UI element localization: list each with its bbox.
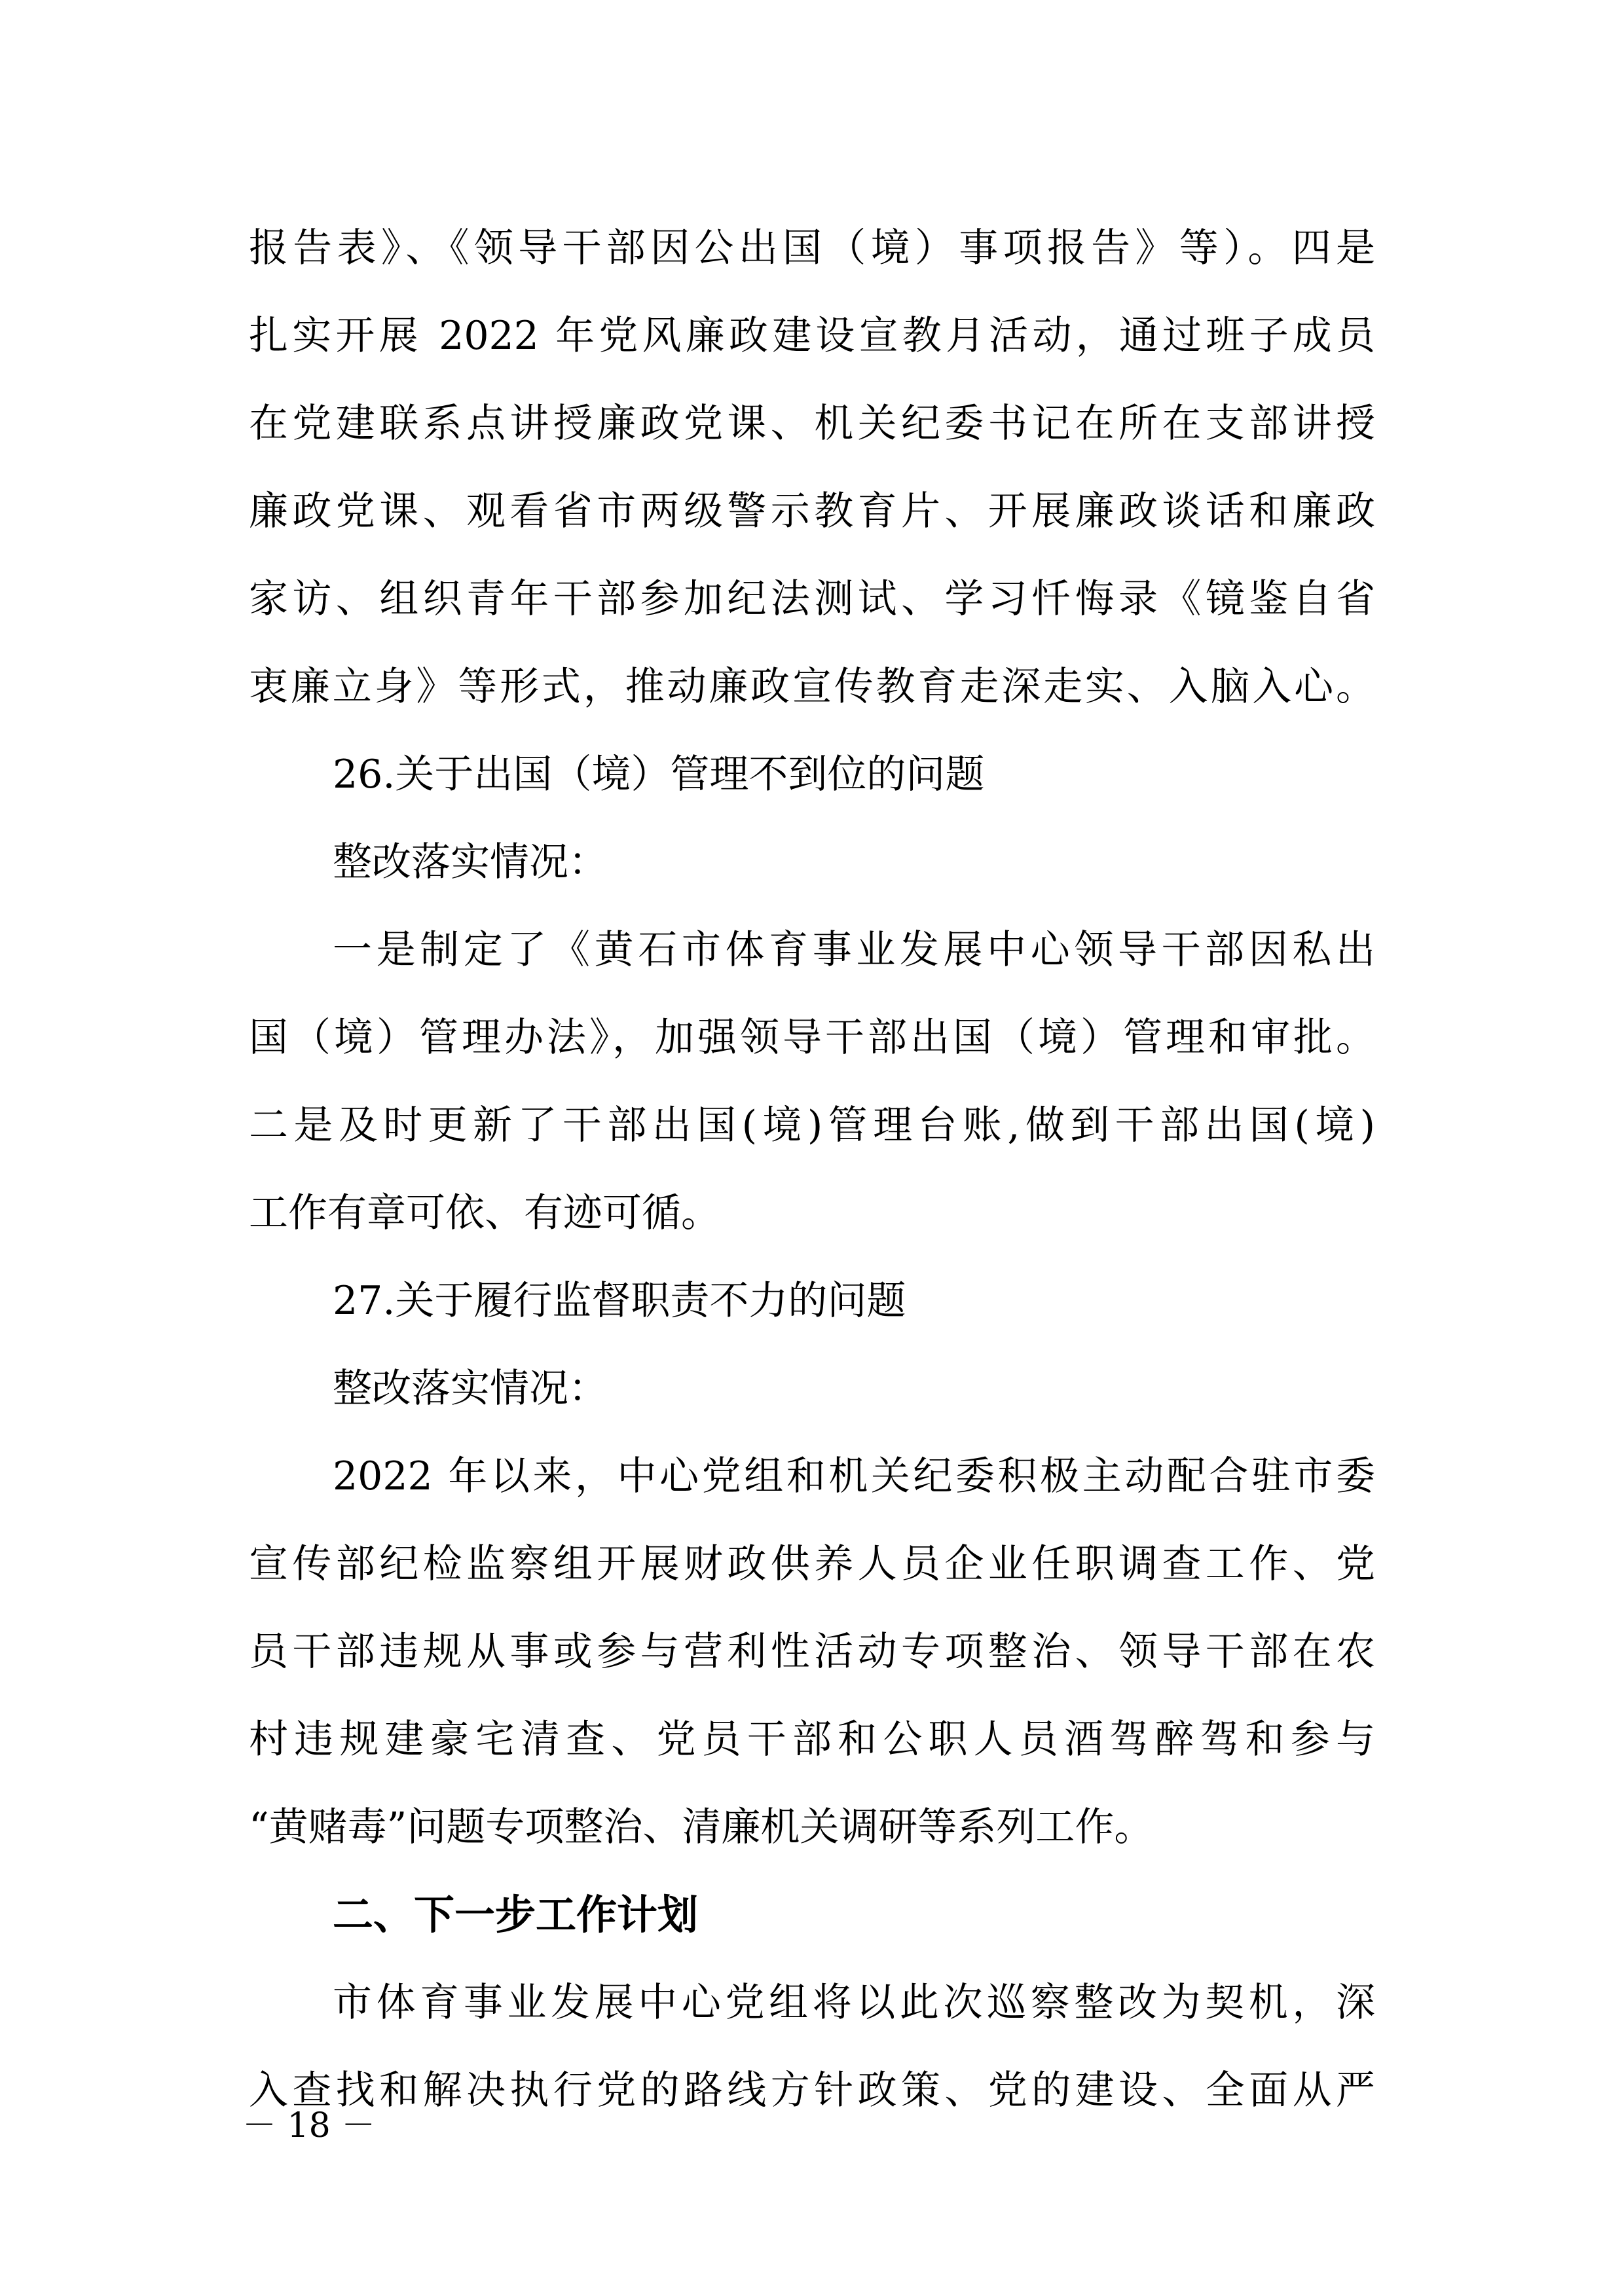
section-heading-27: 27.关于履行监督职责不力的问题 [333, 1278, 906, 1324]
body-line-9: 一是制定了《黄石市体育事业发展中心领导干部因私出 [333, 927, 1375, 973]
body-line-17: 员干部违规从事或参与营利性活动专项整治、领导干部在农 [249, 1629, 1375, 1675]
body-line-11: 二是及时更新了干部出国(境)管理台账,做到干部出国(境) [249, 1102, 1375, 1148]
rectification-label-2: 整改落实情况： [333, 1366, 608, 1412]
body-line-18: 村违规建豪宅清查、党员干部和公职人员酒驾醉驾和参与 [249, 1717, 1375, 1762]
body-line-1: 报告表》、《领导干部因公出国（境）事项报告》等）。四是 [249, 225, 1375, 271]
body-line-5: 家访、组织青年干部参加纪法测试、学习忏悔录《镜鉴自省 [249, 576, 1375, 622]
body-line-3: 在党建联系点讲授廉政党课、机关纪委书记在所在支部讲授 [249, 401, 1375, 446]
rectification-label-1: 整改落实情况： [333, 839, 608, 885]
body-line-2: 扎实开展 2022 年党风廉政建设宣教月活动，通过班子成员 [249, 313, 1375, 359]
body-line-15: 2022 年以来，中心党组和机关纪委积极主动配合驻市委 [333, 1453, 1375, 1499]
body-line-12: 工作有章可依、有迹可循。 [249, 1190, 720, 1236]
body-line-6: 衷廉立身》等形式，推动廉政宣传教育走深走实、入脑入心。 [249, 664, 1375, 710]
body-line-19: “黄赌毒”问题专项整治、清廉机关调研等系列工作。 [249, 1804, 1154, 1850]
body-line-21: 市体育事业发展中心党组将以此次巡察整改为契机，深 [333, 1980, 1375, 2026]
body-line-4: 廉政党课、观看省市两级警示教育片、开展廉政谈话和廉政 [249, 488, 1375, 534]
body-line-10: 国（境）管理办法》，加强领导干部出国（境）管理和审批。 [249, 1015, 1375, 1061]
page-number: － 18 － [242, 2106, 376, 2145]
body-line-22: 入查找和解决执行党的路线方针政策、党的建设、全面从严 [249, 2068, 1375, 2113]
section-heading-next-plan: 二、下一步工作计划 [333, 1891, 699, 1939]
section-heading-26: 26.关于出国（境）管理不到位的问题 [333, 752, 985, 797]
document-body [249, 204, 1375, 2134]
body-line-16: 宣传部纪检监察组开展财政供养人员企业任职调查工作、党 [249, 1541, 1375, 1587]
